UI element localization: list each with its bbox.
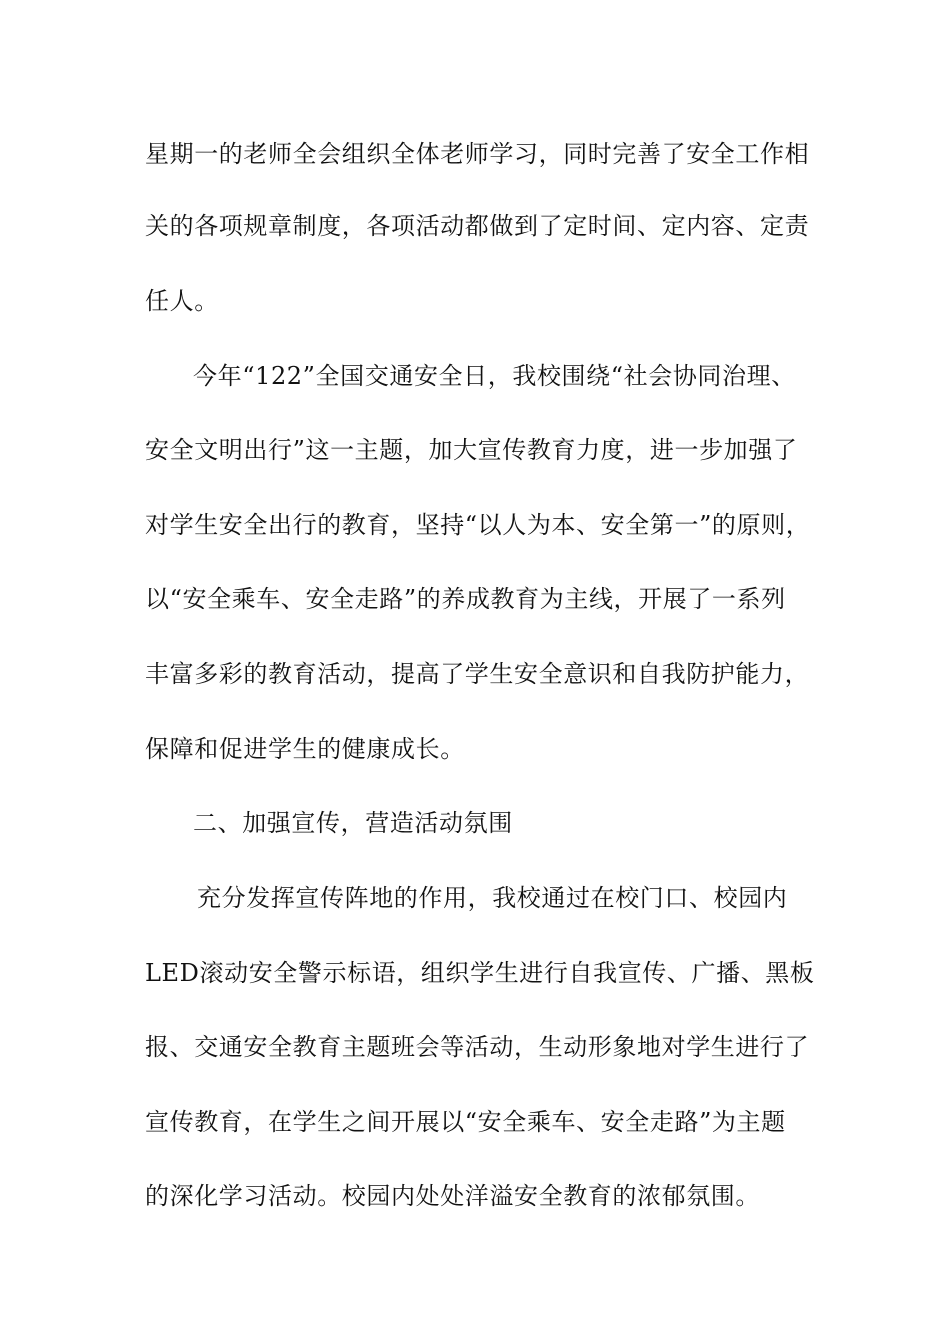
text-line: 丰富多彩的教育活动，提高了学生安全意识和自我防护能力， xyxy=(145,660,810,688)
text-line: 今年“122”全国交通安全日，我校围绕“社会协同治理、 xyxy=(193,362,796,390)
text-line: 任人。 xyxy=(145,287,219,315)
text-line: 以“安全乘车、安全走路”的养成教育为主线，开展了一系列 xyxy=(145,585,786,613)
text-line: 保障和促进学生的健康成长。 xyxy=(145,735,465,763)
text-line: 充分发挥宣传阵地的作用，我校通过在校门口、校园内 xyxy=(197,884,788,912)
text-line: 星期一的老师全会组织全体老师学习，同时完善了安全工作相 xyxy=(145,140,810,168)
text-line: LED滚动安全警示标语，组织学生进行自我宣传、广播、黑板 xyxy=(145,959,815,987)
text-line: 关的各项规章制度，各项活动都做到了定时间、定内容、定责 xyxy=(145,212,810,240)
heading-line: 二、加强宣传，营造活动氛围 xyxy=(193,809,513,837)
text-line: 安全文明出行”这一主题，加大宣传教育力度，进一步加强了 xyxy=(145,436,798,464)
text-line: 对学生安全出行的教育，坚持“以人为本、安全第一”的原则， xyxy=(145,511,811,539)
text-line: 报、交通安全教育主题班会等活动，生动形象地对学生进行了 xyxy=(145,1033,810,1061)
text-line: 的深化学习活动。校园内处处洋溢安全教育的浓郁氛围。 xyxy=(145,1182,760,1210)
text-line: 宣传教育，在学生之间开展以“安全乘车、安全走路”为主题 xyxy=(145,1108,786,1136)
